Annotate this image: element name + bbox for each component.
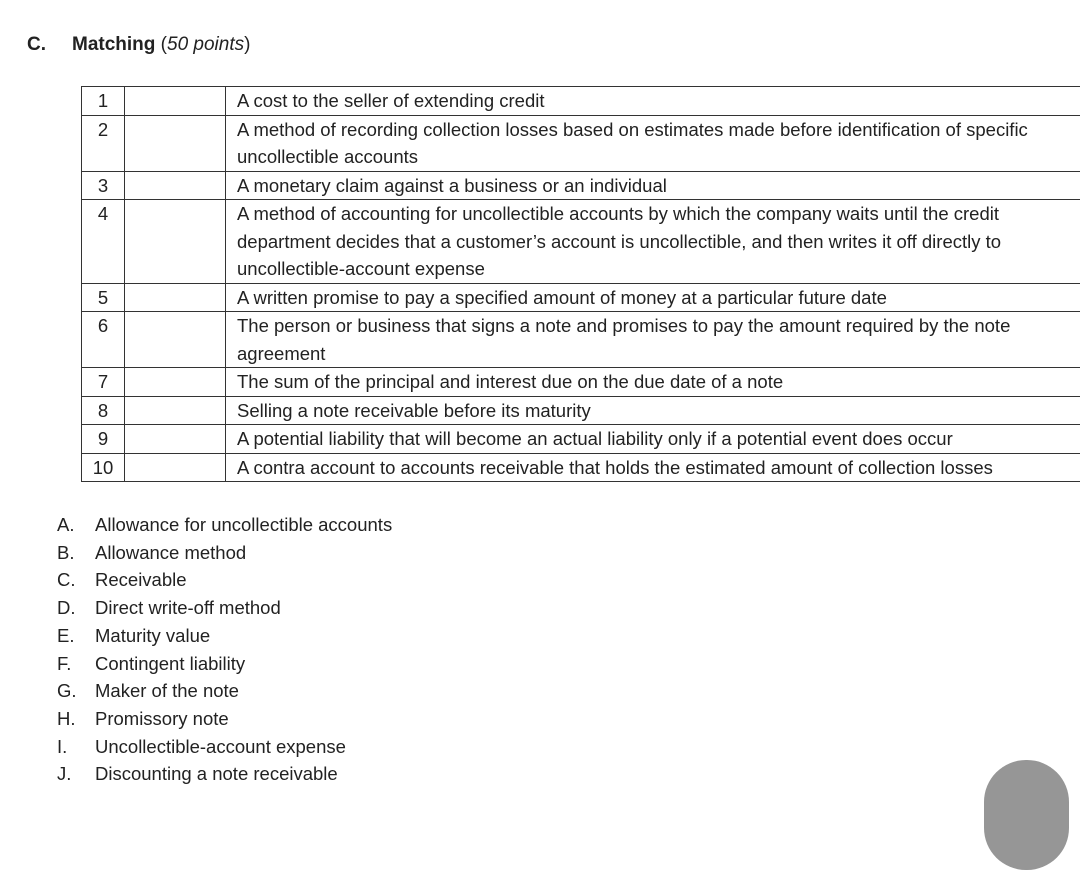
item-definition: A cost to the seller of extending credit xyxy=(226,87,1080,116)
table-row xyxy=(82,87,1080,116)
table-row xyxy=(82,200,1080,284)
list-item xyxy=(57,705,392,733)
item-number: 2 xyxy=(82,115,125,171)
item-number: 9 xyxy=(82,425,125,454)
answer-blank[interactable] xyxy=(125,87,226,116)
item-number: 7 xyxy=(82,368,125,397)
list-item xyxy=(57,566,392,594)
item-definition: A method of accounting for uncollectible accounts by which the company waits until the credit department decides that a customer’s account is uncollectible, and then writes it off directly to uncollectible-account expense xyxy=(226,200,1080,284)
choice-text: Maker of the note xyxy=(95,680,239,701)
item-number: 5 xyxy=(82,283,125,312)
choice-letter: B. xyxy=(57,539,95,567)
answer-blank[interactable] xyxy=(125,368,226,397)
choice-text: Direct write-off method xyxy=(95,597,281,618)
table-row xyxy=(82,115,1080,171)
item-definition: A method of recording collection losses based on estimates made before identification of specific uncollectible accounts xyxy=(226,115,1080,171)
choice-text: Maturity value xyxy=(95,625,210,646)
answer-blank[interactable] xyxy=(125,283,226,312)
table-row xyxy=(82,368,1080,397)
choice-letter: C. xyxy=(57,566,95,594)
item-number: 8 xyxy=(82,396,125,425)
choice-letter: I. xyxy=(57,733,95,761)
list-item xyxy=(57,733,392,761)
item-number: 4 xyxy=(82,200,125,284)
gray-overlay-shape xyxy=(984,760,1069,870)
choice-letter: E. xyxy=(57,622,95,650)
list-item xyxy=(57,594,392,622)
section-letter: C. xyxy=(27,33,72,57)
matching-table xyxy=(81,86,1080,482)
answer-blank[interactable] xyxy=(125,312,226,368)
table-row xyxy=(82,283,1080,312)
table-row xyxy=(82,171,1080,200)
answer-blank[interactable] xyxy=(125,453,226,482)
list-item xyxy=(57,677,392,705)
list-item xyxy=(57,622,392,650)
choice-letter: D. xyxy=(57,594,95,622)
choice-letter: F. xyxy=(57,650,95,678)
table-row xyxy=(82,453,1080,482)
answer-blank[interactable] xyxy=(125,200,226,284)
table-row xyxy=(82,425,1080,454)
item-number: 1 xyxy=(82,87,125,116)
item-definition: A monetary claim against a business or an individual xyxy=(226,171,1080,200)
item-number: 6 xyxy=(82,312,125,368)
choice-text: Promissory note xyxy=(95,708,229,729)
answer-blank[interactable] xyxy=(125,396,226,425)
choice-text: Contingent liability xyxy=(95,653,245,674)
choice-text: Uncollectible-account expense xyxy=(95,736,346,757)
list-item xyxy=(57,511,392,539)
choice-letter: H. xyxy=(57,705,95,733)
choice-letter: J. xyxy=(57,760,95,788)
section-heading xyxy=(27,33,250,57)
item-number: 10 xyxy=(82,453,125,482)
item-definition: A written promise to pay a specified amount of money at a particular future date xyxy=(226,283,1080,312)
answer-choices-list xyxy=(57,511,392,788)
points-open-paren: ( xyxy=(155,34,167,55)
choice-letter: G. xyxy=(57,677,95,705)
item-number: 3 xyxy=(82,171,125,200)
item-definition: A contra account to accounts receivable that holds the estimated amount of collection losses xyxy=(226,453,1080,482)
section-title: Matching xyxy=(72,34,155,55)
section-points xyxy=(155,34,250,55)
list-item xyxy=(57,760,392,788)
answer-blank[interactable] xyxy=(125,171,226,200)
table-row xyxy=(82,312,1080,368)
table-row xyxy=(82,396,1080,425)
list-item xyxy=(57,539,392,567)
item-definition: Selling a note receivable before its maturity xyxy=(226,396,1080,425)
choice-text: Allowance for uncollectible accounts xyxy=(95,514,392,535)
item-definition: The sum of the principal and interest due on the due date of a note xyxy=(226,368,1080,397)
item-definition: The person or business that signs a note and promises to pay the amount required by the note agreement xyxy=(226,312,1080,368)
answer-blank[interactable] xyxy=(125,425,226,454)
list-item xyxy=(57,650,392,678)
choice-text: Receivable xyxy=(95,569,187,590)
points-value: 50 points xyxy=(167,34,244,55)
choice-text: Discounting a note receivable xyxy=(95,763,338,784)
points-close-paren: ) xyxy=(244,34,250,55)
item-definition: A potential liability that will become an actual liability only if a potential event does occur xyxy=(226,425,1080,454)
choice-letter: A. xyxy=(57,511,95,539)
choice-text: Allowance method xyxy=(95,542,246,563)
answer-blank[interactable] xyxy=(125,115,226,171)
